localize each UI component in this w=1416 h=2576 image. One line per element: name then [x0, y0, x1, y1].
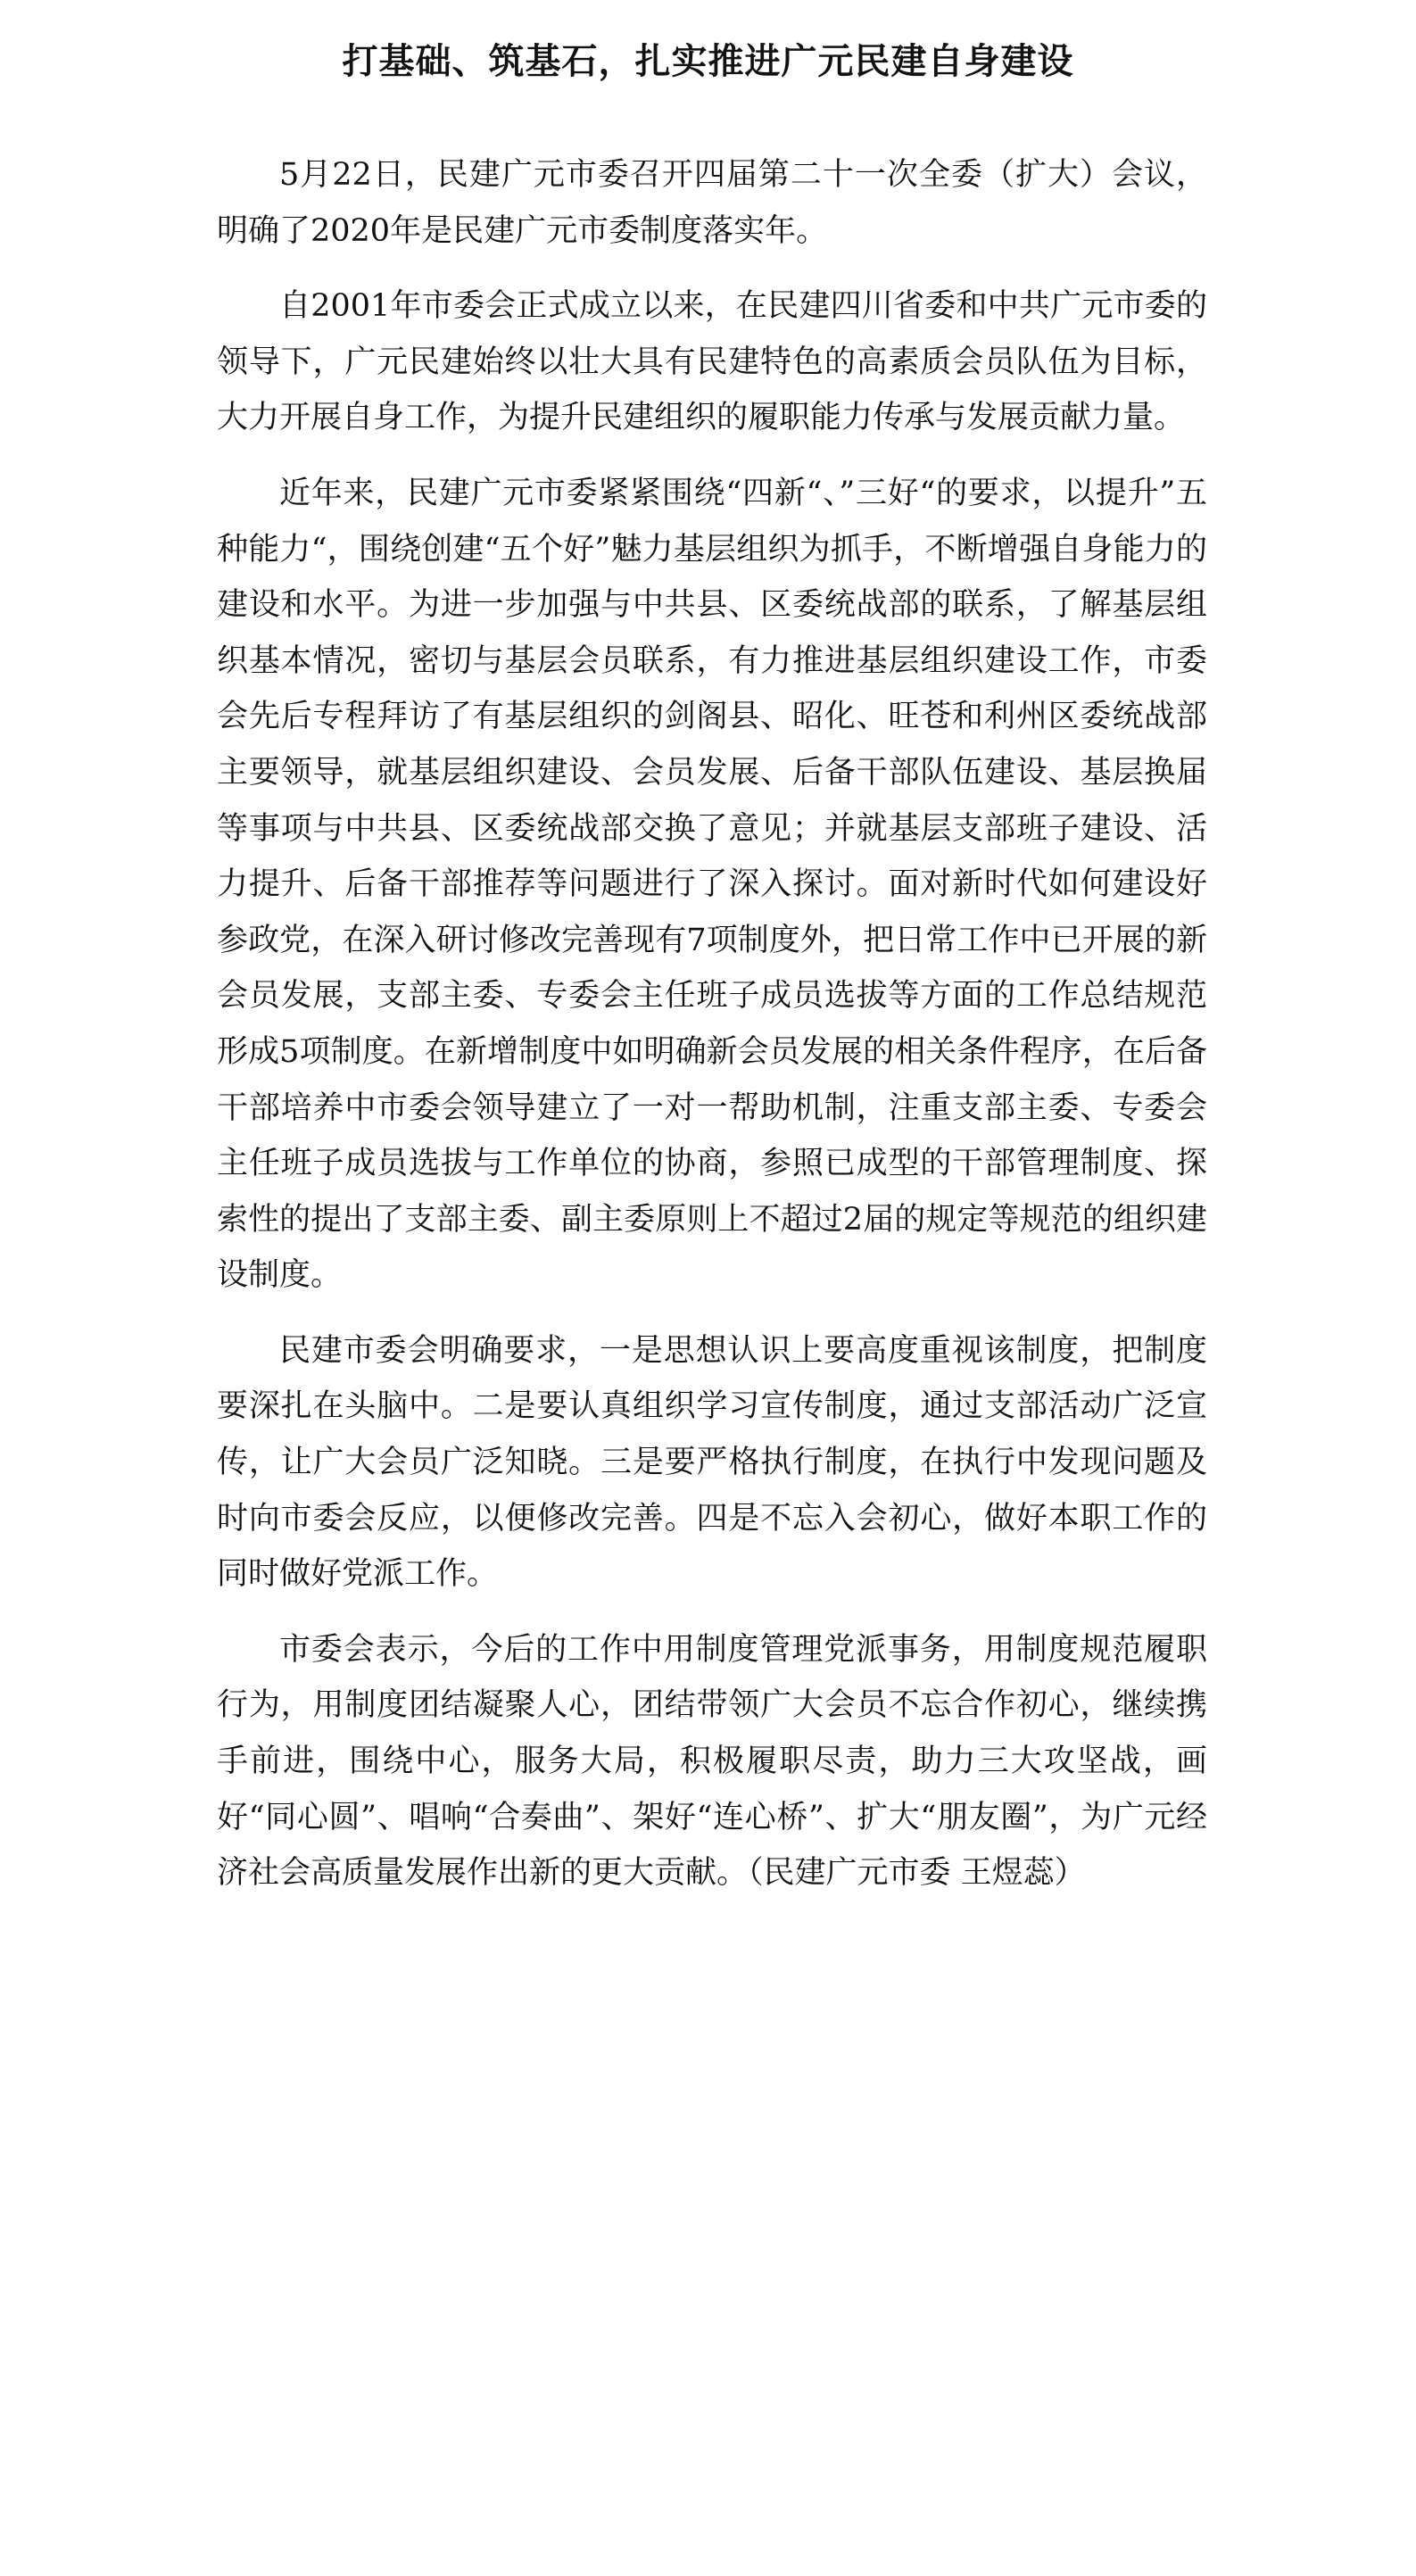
- article-title: 打基础、筑基石，扎实推进广元民建自身建设: [342, 39, 1074, 82]
- paragraph-history: 自2001年市委会正式成立以来，在民建四川省委和中共广元市委的领导下，广元民建始终以壮大具有民建特色的高素质会员队伍为目标，大力开展自身工作，为提升民建组织的履职能力传承与发展贡献力量。: [217, 288, 1207, 436]
- paragraph-conclusion: 市委会表示，今后的工作中用制度管理党派事务，用制度规范履职行为，用制度团结凝聚人心，团结带领广大会员不忘合作初心，继续携手前进，围绕中心，服务大局，积极履职尽责，助力三大攻坚战，画好“同心圆”、唱响“合奏曲”、架好“连心桥”、扩大“朋友圈”，为广元经济社会高质量发展作出新的更大贡献。（民建广元市委 王煜蕊）: [217, 1631, 1207, 1892]
- article-body: [217, 147, 1207, 1901]
- paragraph-recent-work: 近年来，民建广元市委紧紧围绕“四新“、”三好“的要求，以提升”五种能力“，围绕创建“五个好”魅力基层组织为抓手，不断增强自身能力的建设和水平。为进一步加强与中共县、区委统战部的联系，了解基层组织基本情况，密切与基层会员联系，有力推进基层组织建设工作，市委会先后专程拜访了有基层组织的剑阁县、昭化、旺苍和利州区委统战部主要领导，就基层组织建设、会员发展、后备干部队伍建设、基层换届等事项与中共县、区委统战部交换了意见；并就基层支部班子建设、活力提升、后备干部推荐等问题进行了深入探讨。面对新时代如何建设好参政党，在深入研讨修改完善现有7项制度外，把日常工作中已开展的新会员发展，支部主委、专委会主任班子成员选拔等方面的工作总结规范形成5项制度。在新增制度中如明确新会员发展的相关条件程序，在后备干部培养中市委会领导建立了一对一帮助机制，注重支部主委、专委会主任班子成员选拔与工作单位的协商，参照已成型的干部管理制度、探索性的提出了支部主委、副主委原则上不超过2届的规定等规范的组织建设制度。: [217, 475, 1207, 1294]
- paragraph-meeting: 5月22日，民建广元市委召开四届第二十一次全委（扩大）会议，明确了2020年是民建广元市委制度落实年。: [217, 157, 1207, 249]
- paragraph-requirements: 民建市委会明确要求，一是思想认识上要高度重视该制度，把制度要深扎在头脑中。二是要认真组织学习宣传制度，通过支部活动广泛宣传，让广大会员广泛知晓。三是要严格执行制度，在执行中发现问题及时向市委会反应，以便修改完善。四是不忘入会初心，做好本职工作的同时做好党派工作。: [217, 1332, 1207, 1593]
